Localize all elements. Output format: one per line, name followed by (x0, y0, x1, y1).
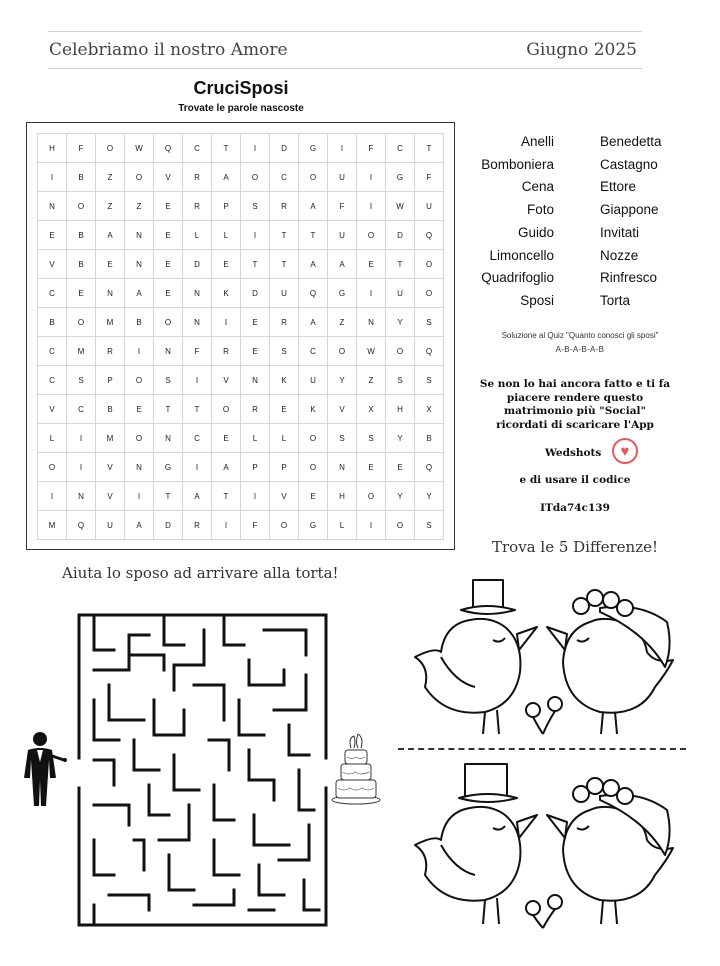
wordsearch-cell: I (356, 278, 386, 308)
wordsearch-cell: V (37, 394, 67, 424)
wordsearch-cell: O (356, 220, 386, 250)
wordsearch-cell: A (95, 220, 125, 250)
wordsearch-cell: L (327, 510, 357, 540)
wordsearch-cell: V (269, 481, 299, 511)
wordsearch-cell: U (414, 191, 444, 221)
wordsearch-cell: N (124, 220, 154, 250)
bride-groom-birds-top (405, 572, 685, 742)
wordsearch-cell: Q (153, 133, 183, 163)
wordsearch-cell: H (37, 133, 67, 163)
wordsearch-cell: I (327, 133, 357, 163)
wordsearch-cell: A (124, 510, 154, 540)
wordsearch-cell: A (211, 162, 241, 192)
wordsearch-cell: I (356, 510, 386, 540)
wordsearch-cell: O (124, 423, 154, 453)
wordsearch-cell: V (95, 452, 125, 482)
social-line-3: matrimonio più "Social" (503, 405, 646, 417)
wordsearch-cell: V (153, 162, 183, 192)
wordsearch-cell: P (211, 191, 241, 221)
wordsearch-cell: O (124, 365, 154, 395)
word-list-item: Nozze (600, 247, 639, 263)
wordsearch-cell: I (356, 162, 386, 192)
wordsearch-cell: I (124, 481, 154, 511)
word-list-item: Giappone (600, 202, 659, 218)
wordsearch-cell: K (298, 394, 328, 424)
wordsearch-cell: N (95, 278, 125, 308)
wordsearch-cell: S (414, 307, 444, 337)
wordsearch-cell: S (327, 423, 357, 453)
wordsearch-cell: C (298, 336, 328, 366)
wordsearch-cell: E (385, 452, 415, 482)
wordsearch-cell: T (414, 133, 444, 163)
wordsearch-cell: C (37, 365, 67, 395)
wordsearch-cell: S (414, 365, 444, 395)
wordsearch-cell: E (211, 249, 241, 279)
wordsearch-cell: A (327, 249, 357, 279)
wordsearch-cell: O (95, 133, 125, 163)
wordsearch-cell: L (37, 423, 67, 453)
wordsearch-cell: M (37, 510, 67, 540)
social-message (466, 378, 684, 432)
wordsearch-cell: O (414, 249, 444, 279)
heart-icon: ♥ (612, 438, 638, 464)
wordsearch-cell: E (356, 249, 386, 279)
wordsearch-cell: N (182, 278, 212, 308)
wordsearch-cell: A (298, 249, 328, 279)
wordsearch-cell: G (385, 162, 415, 192)
word-list-item: Sposi (520, 292, 554, 308)
wordsearch-cell: I (356, 191, 386, 221)
wordsearch-cell: G (298, 133, 328, 163)
wordsearch-cell: S (66, 365, 96, 395)
wordsearch-cell: U (95, 510, 125, 540)
wordsearch-cell: D (153, 510, 183, 540)
wordsearch-cell: B (414, 423, 444, 453)
wordsearch-cell: E (269, 394, 299, 424)
wordsearch-cell: B (95, 394, 125, 424)
wordsearch-cell: C (182, 423, 212, 453)
wordsearch-cell: R (240, 394, 270, 424)
wordsearch-cell: H (327, 481, 357, 511)
wordsearch-cell: E (298, 481, 328, 511)
wordsearch-cell: Q (414, 220, 444, 250)
wordsearch-cell: E (240, 307, 270, 337)
wordsearch-cell: O (327, 336, 357, 366)
wordsearch-cell: I (211, 307, 241, 337)
wordsearch-cell: I (240, 481, 270, 511)
wordsearch-cell: R (182, 191, 212, 221)
wordsearch-cell: S (385, 365, 415, 395)
wordsearch-cell: I (240, 133, 270, 163)
wordsearch-cell: D (269, 133, 299, 163)
wordsearch-cell: I (182, 452, 212, 482)
word-list-left (470, 131, 554, 313)
wordsearch-cell: Y (414, 481, 444, 511)
wordsearch-cell: E (95, 249, 125, 279)
wordsearch-cell: S (153, 365, 183, 395)
wordsearch-cell: G (327, 278, 357, 308)
wordsearch-cell: M (95, 423, 125, 453)
wordsearch-cell: X (356, 394, 386, 424)
word-list-right (600, 131, 700, 313)
wordsearch-cell: T (385, 249, 415, 279)
wordsearch-cell: K (211, 278, 241, 308)
wordsearch-cell: P (269, 452, 299, 482)
word-list-item: Torta (600, 292, 631, 308)
wordsearch-cell: R (211, 336, 241, 366)
wordsearch-cell: F (327, 191, 357, 221)
wordsearch-cell: B (124, 307, 154, 337)
top-rule (48, 31, 642, 32)
wordsearch-cell: Y (385, 481, 415, 511)
wordsearch-cell: E (153, 220, 183, 250)
wordsearch-cell: R (182, 162, 212, 192)
wordsearch-cell: D (385, 220, 415, 250)
wordsearch-cell: O (356, 481, 386, 511)
wordsearch-cell: F (182, 336, 212, 366)
wordsearch-cell: E (124, 394, 154, 424)
wordsearch-cell: O (414, 278, 444, 308)
wordsearch-cell: O (153, 307, 183, 337)
wordsearch-cell: E (37, 220, 67, 250)
wordsearch-cell: O (385, 510, 415, 540)
word-list-item: Quadrifoglio (481, 270, 554, 286)
wordsearch-cell: N (37, 191, 67, 221)
wordsearch-cell: V (37, 249, 67, 279)
wordsearch-cell: I (66, 423, 96, 453)
wordsearch-cell: T (153, 481, 183, 511)
wordsearch-cell: A (211, 452, 241, 482)
wordsearch-cell: B (66, 162, 96, 192)
wordsearch-cell: L (240, 423, 270, 453)
wordsearch-cell: U (269, 278, 299, 308)
wordsearch-cell: O (66, 307, 96, 337)
wordsearch-cell: D (182, 249, 212, 279)
wordsearch-cell: Z (124, 191, 154, 221)
bride-groom-birds-bottom (405, 760, 685, 932)
wordsearch-cell: C (269, 162, 299, 192)
wordsearch-cell: N (124, 249, 154, 279)
wordsearch-cell: T (211, 481, 241, 511)
wordsearch-cell: C (37, 278, 67, 308)
wordsearch-cell: E (66, 278, 96, 308)
wordsearch-cell: E (153, 249, 183, 279)
wordsearch-cell: R (182, 510, 212, 540)
wordsearch-cell: E (211, 423, 241, 453)
wordsearch-cell: R (95, 336, 125, 366)
code-label: e di usare il codice (519, 474, 631, 486)
wordsearch-cell: A (298, 191, 328, 221)
wordsearch-cell: Q (66, 510, 96, 540)
quiz-solution-label: Soluzione al Quiz "Quanto conosci gli sposi" (501, 331, 659, 340)
wordsearch-cell: O (298, 162, 328, 192)
wordsearch-cell: N (153, 423, 183, 453)
wordsearch-subtitle: Trovate le parole nascoste (178, 103, 304, 114)
wordsearch-cell: O (124, 162, 154, 192)
wordsearch-cell: O (269, 510, 299, 540)
maze (74, 610, 332, 930)
wedding-cake-icon (330, 728, 382, 806)
wordsearch-cell: C (37, 336, 67, 366)
header-rule (48, 68, 642, 69)
wordsearch-cell: A (182, 481, 212, 511)
app-code: ITda74c139 (540, 502, 610, 514)
wordsearch-cell: N (240, 365, 270, 395)
wordsearch-cell: K (269, 365, 299, 395)
wordsearch-cell: N (153, 336, 183, 366)
wordsearch-cell: I (211, 510, 241, 540)
wordsearch-cell: U (385, 278, 415, 308)
wordsearch-cell: R (269, 191, 299, 221)
word-list-item: Cena (521, 179, 554, 195)
wordsearch-cell: N (327, 452, 357, 482)
wordsearch-cell: D (240, 278, 270, 308)
wordsearch-cell: A (298, 307, 328, 337)
wordsearch-cell: C (182, 133, 212, 163)
wordsearch-cell: S (356, 423, 386, 453)
wordsearch-cell: V (95, 481, 125, 511)
word-list-item: Invitati (600, 224, 640, 240)
wordsearch-cell: F (356, 133, 386, 163)
wordsearch-cell: B (66, 249, 96, 279)
wordsearch-cell: T (269, 220, 299, 250)
wordsearch-cell: O (298, 423, 328, 453)
wordsearch-cell: F (240, 510, 270, 540)
wordsearch-cell: Y (385, 423, 415, 453)
differences-divider (398, 748, 686, 750)
wordsearch-cell: E (153, 191, 183, 221)
wordsearch-cell: O (298, 452, 328, 482)
quiz-solution-answers: A-B-A-B-A-B (555, 345, 605, 354)
wordsearch-cell: C (385, 133, 415, 163)
wordsearch-cell: I (66, 452, 96, 482)
wordsearch-cell: I (182, 365, 212, 395)
wordsearch-cell: P (240, 452, 270, 482)
wordsearch-cell: U (327, 220, 357, 250)
wordsearch-cell: L (182, 220, 212, 250)
wordsearch-cell: W (385, 191, 415, 221)
wordsearch-cell: O (66, 191, 96, 221)
wordsearch-cell: M (95, 307, 125, 337)
wordsearch-cell: L (269, 423, 299, 453)
wordsearch-cell: Y (385, 307, 415, 337)
wordsearch-cell: V (211, 365, 241, 395)
wordsearch-cell: T (240, 249, 270, 279)
wordsearch-cell: P (95, 365, 125, 395)
wordsearch-cell: Q (414, 336, 444, 366)
word-list-item: Foto (526, 202, 554, 218)
wordsearch-cell: R (269, 307, 299, 337)
wordsearch-cell: I (37, 162, 67, 192)
app-name: Wedshots (545, 447, 602, 459)
social-line-2: piacere rendere questo (506, 391, 644, 404)
word-list-item: Anelli (520, 134, 554, 149)
wordsearch-cell: N (124, 452, 154, 482)
wordsearch-cell: I (240, 220, 270, 250)
wordsearch-cell: T (153, 394, 183, 424)
wordsearch-cell: T (298, 220, 328, 250)
wordsearch-cell: O (37, 452, 67, 482)
wordsearch-cell: E (356, 452, 386, 482)
wordsearch-cell: C (66, 394, 96, 424)
wordsearch-cell: F (66, 133, 96, 163)
wordsearch-cell: O (240, 162, 270, 192)
wordsearch-cell: M (66, 336, 96, 366)
wordsearch-cell: S (414, 510, 444, 540)
wordsearch-grid (38, 134, 444, 540)
wordsearch-cell: E (153, 278, 183, 308)
word-list-item: Benedetta (600, 134, 662, 149)
wordsearch-cell: I (124, 336, 154, 366)
wordsearch-cell: E (240, 336, 270, 366)
wordsearch-cell: F (414, 162, 444, 192)
wordsearch-cell: O (385, 336, 415, 366)
wordsearch-title: CruciSposi (193, 78, 289, 98)
wordsearch-cell: O (211, 394, 241, 424)
word-list-item: Ettore (600, 179, 637, 195)
wordsearch-cell: G (153, 452, 183, 482)
wordsearch-cell: A (124, 278, 154, 308)
wordsearch-cell: N (182, 307, 212, 337)
wordsearch-cell: S (240, 191, 270, 221)
wordsearch-cell: H (385, 394, 415, 424)
wordsearch-cell: G (298, 510, 328, 540)
wordsearch-cell: U (327, 162, 357, 192)
wordsearch-cell: I (37, 481, 67, 511)
word-list-item: Bomboniera (481, 156, 554, 172)
wordsearch-cell: W (356, 336, 386, 366)
word-list-item: Guido (517, 224, 554, 240)
wordsearch-cell: U (298, 365, 328, 395)
maze-title: Aiuta lo sposo ad arrivare alla torta! (62, 564, 339, 582)
word-list-item: Limoncello (489, 247, 554, 263)
wordsearch-cell: N (356, 307, 386, 337)
wordsearch-cell: L (211, 220, 241, 250)
wordsearch-cell: Z (356, 365, 386, 395)
wordsearch-cell: Z (327, 307, 357, 337)
wordsearch-cell: Q (414, 452, 444, 482)
wordsearch-cell: T (211, 133, 241, 163)
wordsearch-cell: Q (298, 278, 328, 308)
social-line-4: ricordati di scaricare l'App (496, 418, 654, 431)
wordsearch-cell: Z (95, 191, 125, 221)
header-title: Celebriamo il nostro Amore (49, 40, 288, 60)
differences-title: Trova le 5 Differenze! (492, 538, 659, 556)
groom-icon (20, 730, 70, 810)
wordsearch-cell: Y (327, 365, 357, 395)
wordsearch-cell: T (182, 394, 212, 424)
social-line-1: Se non lo hai ancora fatto e ti fa (479, 378, 671, 390)
wordsearch-cell: T (269, 249, 299, 279)
wordsearch-cell: Z (95, 162, 125, 192)
wordsearch-cell: V (327, 394, 357, 424)
wordsearch-cell: S (269, 336, 299, 366)
word-list-item: Castagno (600, 156, 658, 172)
wordsearch-cell: W (124, 133, 154, 163)
wordsearch-cell: B (66, 220, 96, 250)
wordsearch-cell: B (37, 307, 67, 337)
wordsearch-cell: N (66, 481, 96, 511)
header-date: Giugno 2025 (526, 40, 637, 60)
wordsearch-cell: X (414, 394, 444, 424)
word-list-item: Rinfresco (600, 270, 658, 286)
